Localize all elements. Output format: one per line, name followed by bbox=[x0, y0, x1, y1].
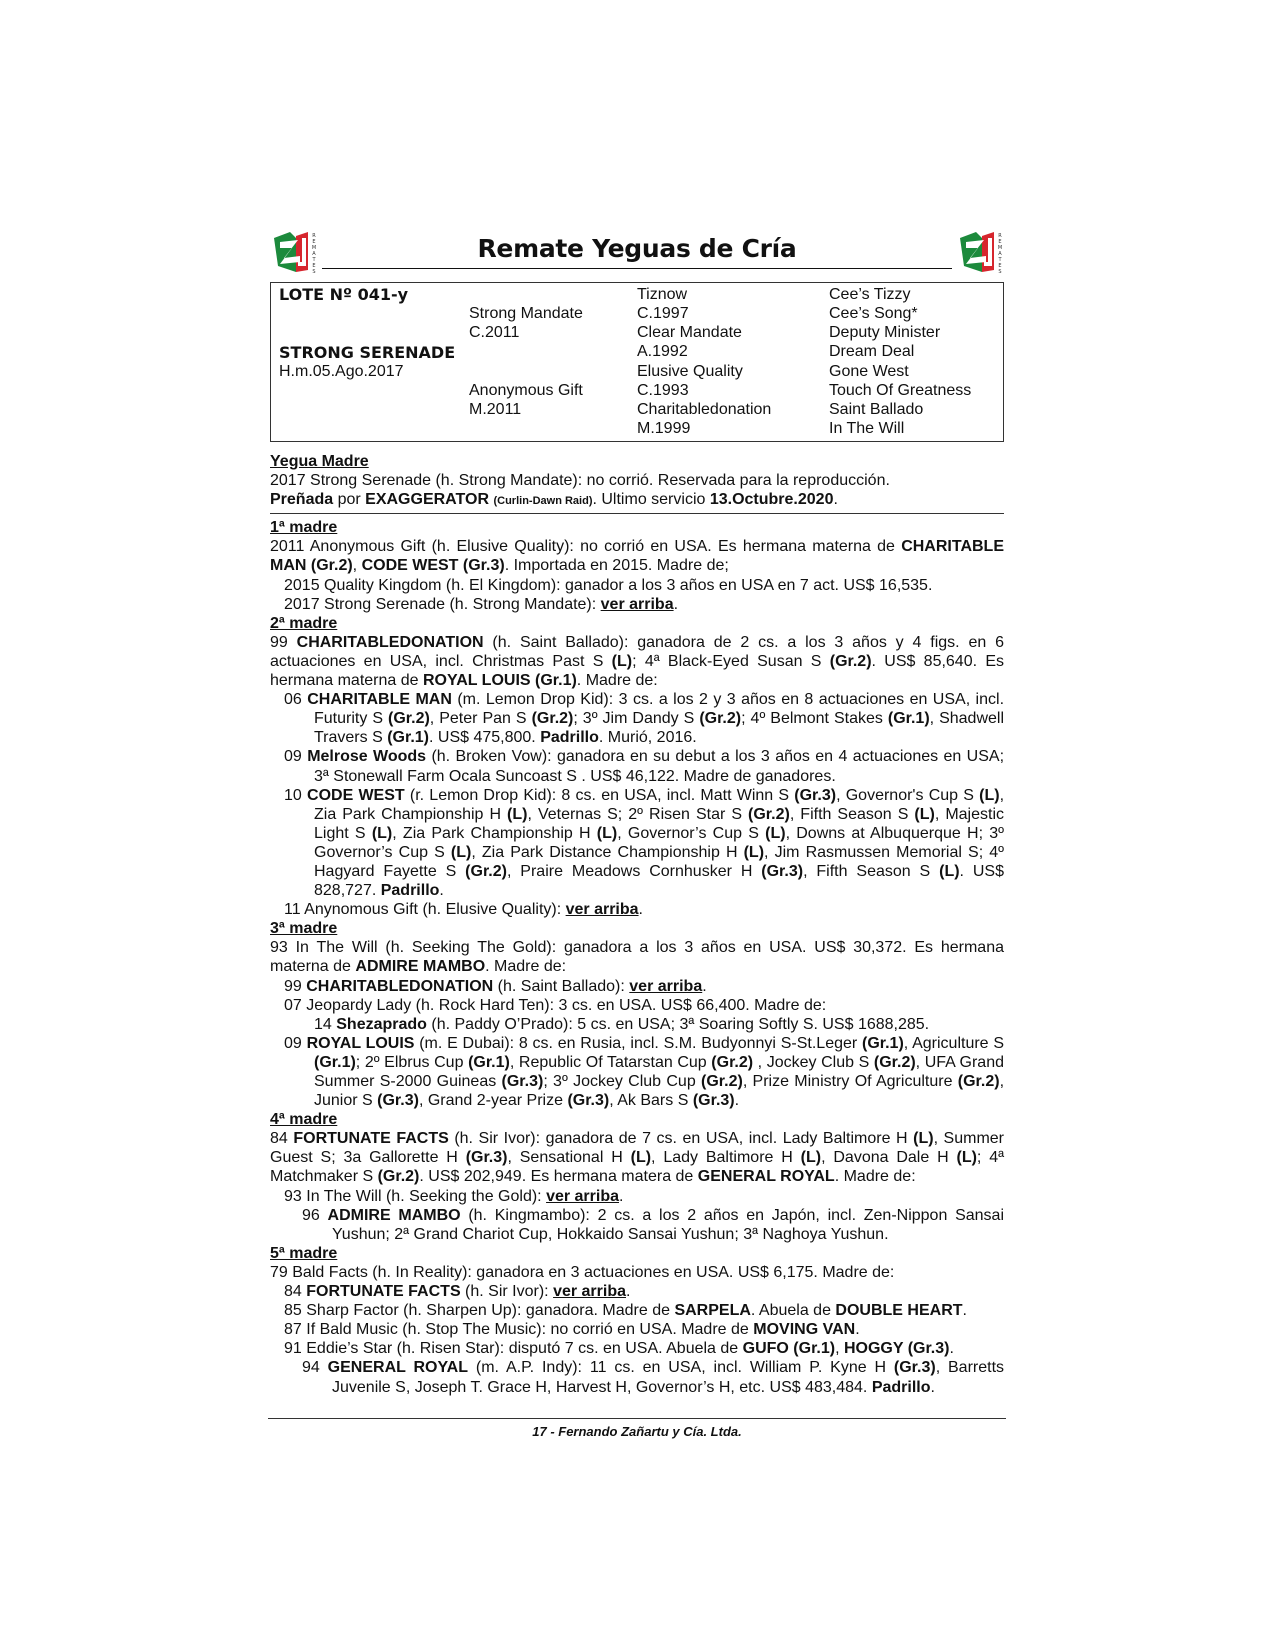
section-divider bbox=[270, 513, 1004, 514]
svg-text:E: E bbox=[998, 263, 1002, 269]
page-header bbox=[270, 226, 1004, 276]
svg-text:S: S bbox=[312, 269, 316, 274]
lote-number: LOTE Nº 041-y bbox=[279, 285, 409, 304]
family-entry: 07 Jeopardy Lady (h. Rock Hard Ten): 3 cs. en USA. US$ 66,400. Madre de: bbox=[284, 996, 827, 1014]
sire-info: C.2011 bbox=[469, 324, 520, 341]
horse-name: STRONG SERENADE bbox=[279, 343, 456, 362]
section-heading: 3ª madre bbox=[270, 920, 338, 938]
title-underline bbox=[322, 268, 952, 269]
family-entry: 2015 Quality Kingdom (h. El Kingdom): ganador a los 3 años en USA en 7 act. US$ 16,535. bbox=[284, 576, 933, 594]
sire-name: Strong Mandate bbox=[469, 305, 583, 322]
svg-text:E: E bbox=[312, 239, 316, 245]
grandparent-entry: C.1993 bbox=[637, 382, 689, 399]
great-grandparent-entry: Deputy Minister bbox=[829, 324, 941, 341]
family-entry: 11 Anynomous Gift (h. Elusive Quality): ver arriba. bbox=[284, 901, 643, 919]
grandparent-entry: Clear Mandate bbox=[637, 324, 742, 341]
svg-text:E: E bbox=[312, 263, 316, 269]
great-grandparent-entry: Cee’s Tizzy bbox=[829, 286, 911, 303]
great-grandparent-entry: In The Will bbox=[829, 420, 905, 437]
page-title: Remate Yeguas de Cría bbox=[477, 234, 797, 263]
great-grandparent-entry: Saint Ballado bbox=[829, 401, 924, 418]
grandparent-entry: Tiznow bbox=[637, 286, 688, 303]
remates-logo-icon bbox=[956, 226, 1004, 274]
remates-logo-icon bbox=[270, 226, 318, 274]
horse-description: H.m.05.Ago.2017 bbox=[279, 363, 404, 380]
section-heading: 5ª madre bbox=[270, 1244, 338, 1262]
svg-text:M: M bbox=[997, 245, 1003, 251]
family-entry: 84 FORTUNATE FACTS (h. Sir Ivor): ganadora de 7 cs. en USA, incl. Lady Baltimore H (L), Summer Guest S; 3a Gallorette H (Gr.3), Sensational H (L), Lady Baltimore H (L), Davona Dale H (L); 4ª Matchmaker S (Gr.2). US$ 202,949. Es hermana matera de GENERAL ROYAL. Madre de: bbox=[270, 1130, 1005, 1186]
family-entry: 84 FORTUNATE FACTS (h. Sir Ivor): ver arriba. bbox=[284, 1283, 631, 1301]
svg-text:A: A bbox=[312, 251, 316, 257]
pedigree-box bbox=[270, 282, 1004, 442]
great-grandparent-entry: Dream Deal bbox=[829, 343, 915, 360]
svg-text:T: T bbox=[998, 257, 1002, 263]
section-heading: Yegua Madre bbox=[270, 453, 369, 470]
dam-name: Anonymous Gift bbox=[469, 382, 583, 399]
family-entry: 09 Melrose Woods (h. Broken Vow): ganadora en su debut a los 3 años en 4 actuaciones en USA; 3ª Stonewall Farm Ocala Suncoast S . US$ 46,122. Madre de ganadores. bbox=[284, 748, 1005, 785]
family-entry: 93 In The Will (h. Seeking the Gold): ver arriba. bbox=[284, 1187, 624, 1205]
svg-text:A: A bbox=[998, 251, 1002, 257]
family-entry: Preñada por EXAGGERATOR (Curlin-Dawn Raid). Ultimo servicio 13.Octubre.2020. bbox=[270, 491, 838, 509]
family-entry: 94 GENERAL ROYAL (m. A.P. Indy): 11 cs. en USA, incl. William P. Kyne H (Gr.3), Barretts Juvenile S, Joseph T. Grace H, Harvest H, Governor’s H, etc. US$ 483,484. Padrillo. bbox=[302, 1359, 1005, 1396]
family-entry: 99 CHARITABLEDONATION (h. Saint Ballado): ver arriba. bbox=[284, 977, 707, 995]
section-heading: 4ª madre bbox=[270, 1111, 338, 1129]
grandparent-entry: A.1992 bbox=[637, 343, 688, 360]
family-entry: 14 Shezaprado (h. Paddy O’Prado): 5 cs. en USA; 3ª Soaring Softly S. US$ 1688,285. bbox=[314, 1015, 930, 1033]
family-entry: 99 CHARITABLEDONATION (h. Saint Ballado): ganadora de 2 cs. a los 3 años y 4 figs. en 6 actuaciones en USA, incl. Christmas Past S (L); 4ª Black-Eyed Susan S (Gr.2). US$ 85,640. Es hermana materna de ROYAL LOUIS (Gr.1). Madre de: bbox=[270, 633, 1005, 690]
page-footer: 17 - Fernando Zañartu y Cía. Ltda. bbox=[532, 1424, 742, 1439]
family-entry: 2017 Strong Serenade (h. Strong Mandate): no corrió. Reservada para la reproducción. bbox=[270, 472, 890, 490]
grandparent-entry: M.1999 bbox=[637, 420, 691, 437]
grandparent-entry: C.1997 bbox=[637, 305, 689, 322]
great-grandparent-entry: Touch Of Greatness bbox=[829, 382, 972, 399]
family-entry: 09 ROYAL LOUIS (m. E Dubai): 8 cs. en Rusia, incl. S.M. Budyonnyi S-St.Leger (Gr.1), Agriculture S (Gr.1); 2º Elbrus Cup (Gr.1), Republic Of Tatarstan Cup (Gr.2) , Jockey Club S (Gr.2), UFA Grand Summer S-2000 Guineas (Gr.3); 3º Jockey Club Cup (Gr.2), Prize Ministry Of Agriculture (Gr.2), Junior S (Gr.3), Grand 2-year Prize (Gr.3), Ak Bars S (Gr.3). bbox=[284, 1034, 1005, 1110]
great-grandparent-entry: Cee’s Song* bbox=[829, 305, 918, 322]
family-entry: 2017 Strong Serenade (h. Strong Mandate): ver arriba. bbox=[284, 595, 679, 613]
family-entry: 96 ADMIRE MAMBO (h. Kingmambo): 2 cs. a los 2 años en Japón, incl. Zen-Nippon Sansai Yushun; 2ª Grand Chariot Cup, Hokkaido Sansai Yushun; 3ª Naghoya Yushun. bbox=[302, 1206, 1005, 1243]
family-entry: 91 Eddie’s Star (h. Risen Star): disputó 7 cs. en USA. Abuela de GUFO (Gr.1), HOGGY (Gr.3). bbox=[284, 1340, 954, 1358]
svg-text:M: M bbox=[311, 245, 317, 251]
section-heading: 1ª madre bbox=[270, 519, 338, 537]
grandparent-entry: Elusive Quality bbox=[637, 363, 743, 380]
footer-rule bbox=[268, 1418, 1006, 1419]
svg-text:R: R bbox=[312, 233, 316, 239]
great-grandparent-entry: Gone West bbox=[829, 363, 909, 380]
family-notes bbox=[270, 452, 1004, 1397]
svg-text:R: R bbox=[998, 233, 1002, 239]
family-entry: 85 Sharp Factor (h. Sharpen Up): ganadora. Madre de SARPELA. Abuela de DOUBLE HEART. bbox=[284, 1302, 967, 1320]
family-entry: 10 CODE WEST (r. Lemon Drop Kid): 8 cs. en USA, incl. Matt Winn S (Gr.3), Governor's Cup S (L), Zia Park Championship H (L), Veternas S; 2º Risen Star S (Gr.2), Fifth Season S (L), Majestic Light S (L), Zia Park Championship H (L), Governor’s Cup S (L), Downs at Albuquerque H; 3º Governor’s Cup S (L), Zia Park Distance Championship H (L), Jim Rasmussen Memorial S; 4º Hagyard Fayette S (Gr.2), Praire Meadows Cornhusker H (Gr.3), Fifth Season S (L). US$ 828,727. Padrillo. bbox=[284, 786, 1005, 900]
svg-text:E: E bbox=[998, 239, 1002, 245]
family-entry: 79 Bald Facts (h. In Reality): ganadora en 3 actuaciones en USA. US$ 6,175. Madre de: bbox=[270, 1263, 895, 1281]
section-heading: 2ª madre bbox=[270, 614, 338, 632]
family-entry: 06 CHARITABLE MAN (m. Lemon Drop Kid): 3 cs. a los 2 y 3 años en 8 actuaciones en USA, incl. Futurity S (Gr.2), Peter Pan S (Gr.2); 3º Jim Dandy S (Gr.2); 4º Belmont Stakes (Gr.1), Shadwell Travers S (Gr.1). US$ 475,800. Padrillo. Murió, 2016. bbox=[284, 691, 1005, 747]
dam-info: M.2011 bbox=[469, 401, 522, 418]
grandparent-entry: Charitabledonation bbox=[637, 401, 772, 418]
svg-text:T: T bbox=[312, 257, 316, 263]
family-entry: 2011 Anonymous Gift (h. Elusive Quality): no corrió en USA. Es hermana materna de CHARITABLE MAN (Gr.2), CODE WEST (Gr.3). Importada en 2015. Madre de; bbox=[270, 538, 1004, 575]
catalog-page bbox=[270, 226, 1004, 1397]
family-entry: 87 If Bald Music (h. Stop The Music): no corrió en USA. Madre de MOVING VAN. bbox=[284, 1321, 860, 1339]
svg-text:S: S bbox=[998, 269, 1002, 274]
family-entry: 93 In The Will (h. Seeking The Gold): ganadora a los 3 años en USA. US$ 30,372. Es hermana materna de ADMIRE MAMBO. Madre de: bbox=[270, 939, 1004, 976]
